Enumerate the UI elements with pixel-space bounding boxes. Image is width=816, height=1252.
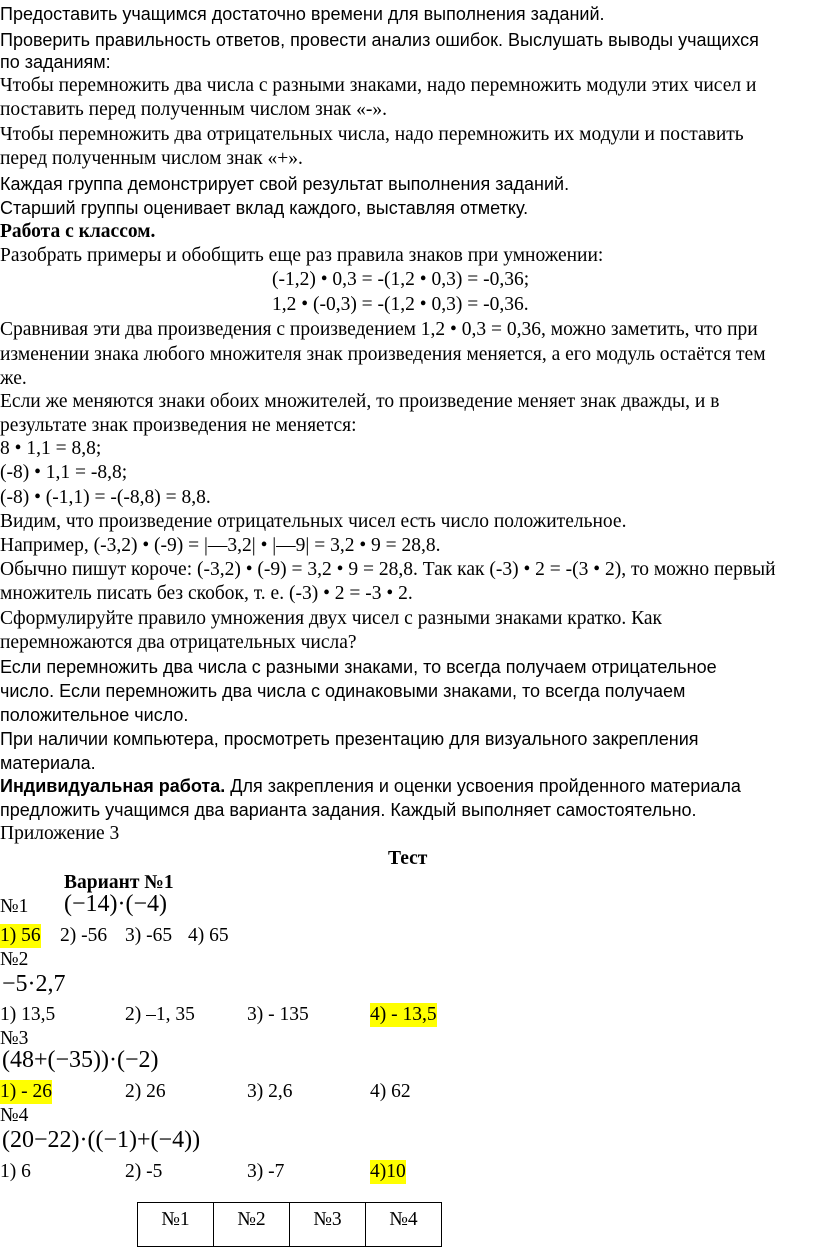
question-expression: (20−22)·((−1)+(−4)) [2, 1127, 201, 1153]
question-expression: (−14)·(−4) [64, 891, 168, 917]
bold-lead: Индивидуальная работа. [0, 776, 226, 796]
paragraph-line: Видим, что произведение отрицательных чисел есть число положительное. [0, 511, 627, 532]
paragraph-line: Проверить правильность ответов, провести анализ ошибок. Выслушать выводы учащихся [0, 30, 759, 50]
answer-option: 3) - 135 [247, 1004, 309, 1025]
paragraph-line: Каждая группа демонстрирует свой результат выполнения заданий. [0, 174, 570, 194]
paragraph-line: Если перемножить два числа с разными знаками, то всегда получаем отрицательное [0, 657, 717, 677]
paragraph-line: материала. [0, 753, 96, 773]
question-number: №3 [0, 1028, 29, 1049]
table-cell: №1 [138, 1203, 214, 1247]
answer-table [137, 1202, 442, 1247]
paragraph-line: Разобрать примеры и обобщить еще раз правила знаков при умножении: [0, 245, 604, 266]
question-expression: −5·2,7 [2, 971, 66, 997]
paragraph-line: Предоставить учащимся достаточно времени для выполнения заданий. [0, 4, 605, 24]
example-line: (-8) • (-1,1) = -(-8,8) = 8,8. [0, 487, 211, 508]
variant-title: Вариант №1 [64, 872, 174, 893]
paragraph-line: Сформулируйте правило умножения двух чисел с разными знаками кратко. Как [0, 608, 663, 629]
question-number: №4 [0, 1105, 29, 1126]
answer-option-highlighted: 1) 56 [0, 925, 41, 946]
answer-option: 2) –1, 35 [125, 1004, 195, 1025]
paragraph-line: результате знак произведения не меняется: [0, 415, 357, 436]
paragraph-line: изменении знака любого множителя знак произведения меняется, а его модуль остаётся тем [0, 344, 766, 365]
question-number: №2 [0, 949, 29, 970]
paragraph-line [0, 774, 741, 798]
answer-option: 2) -5 [125, 1161, 163, 1182]
paragraph-line: поставить перед полученным числом знак «-». [0, 99, 388, 120]
test-title: Тест [388, 848, 428, 869]
paragraph-text: Для закрепления и оценки усвоения пройденного материала [230, 776, 741, 796]
example-line: (-8) • 1,1 = -8,8; [0, 462, 128, 483]
question-expression: (48+(−35))·(−2) [2, 1047, 159, 1073]
paragraph-line: предложить учащимся два варианта задания. Каждый выполняет самостоятельно. [0, 800, 697, 820]
appendix-label: Приложение 3 [0, 823, 120, 844]
answer-option: 3) -7 [247, 1161, 285, 1182]
formula-line: (-1,2) • 0,3 = -(1,2 • 0,3) = -0,36; [272, 269, 530, 290]
answer-option: 4) 65 [188, 925, 229, 946]
answer-option-highlighted: 4) - 13,5 [370, 1004, 437, 1025]
answer-option: 1) 6 [0, 1161, 31, 1182]
paragraph-line: по заданиям: [0, 52, 111, 72]
paragraph-line: При наличии компьютера, просмотреть презентацию для визуального закрепления [0, 729, 699, 749]
question-number: №1 [0, 896, 29, 917]
table-cell: №3 [290, 1203, 366, 1247]
section-heading: Работа с классом. [0, 221, 156, 242]
formula-line: 1,2 • (-0,3) = -(1,2 • 0,3) = -0,36. [272, 294, 529, 315]
answer-option: 4) 62 [370, 1081, 411, 1102]
paragraph-line: же. [0, 368, 27, 389]
paragraph-line: Сравнивая эти два произведения с произведением 1,2 • 0,3 = 0,36, можно заметить, что при [0, 319, 758, 340]
paragraph-line: перемножаются два отрицательных числа? [0, 632, 357, 653]
answer-option: 2) -56 [60, 925, 108, 946]
answer-option-highlighted: 1) - 26 [0, 1081, 52, 1102]
paragraph-line: Обычно пишут короче: (-3,2) • (-9) = 3,2 • 9 = 28,8. Так как (-3) • 2 = -(3 • 2), то можно первый [0, 559, 776, 580]
paragraph-line: положительное число. [0, 705, 189, 725]
paragraph-line: перед полученным числом знак «+». [0, 148, 303, 169]
table-row [138, 1203, 442, 1247]
paragraph-line: множитель писать без скобок, т. е. (-3) • 2 = -3 • 2. [0, 583, 413, 604]
example-line: 8 • 1,1 = 8,8; [0, 438, 102, 459]
answer-option: 1) 13,5 [0, 1004, 56, 1025]
paragraph-line: Старший группы оценивает вклад каждого, выставляя отметку. [0, 198, 529, 218]
table-cell: №4 [366, 1203, 442, 1247]
paragraph-line: Например, (-3,2) • (-9) = |—3,2| • |—9| = 3,2 • 9 = 28,8. [0, 535, 441, 556]
answer-option: 2) 26 [125, 1081, 166, 1102]
answer-option: 3) 2,6 [247, 1081, 293, 1102]
paragraph-line: Чтобы перемножить два отрицательных числа, надо перемножить их модули и поставить [0, 124, 744, 145]
paragraph-line: число. Если перемножить два числа с одинаковыми знаками, то всегда получаем [0, 681, 686, 701]
answer-option: 3) -65 [125, 925, 173, 946]
paragraph-line: Чтобы перемножить два числа с разными знаками, надо перемножить модули этих чисел и [0, 75, 757, 96]
answer-option-highlighted: 4)10 [370, 1161, 406, 1182]
paragraph-line: Если же меняются знаки обоих множителей, то произведение меняет знак дважды, и в [0, 391, 720, 412]
table-cell: №2 [214, 1203, 290, 1247]
